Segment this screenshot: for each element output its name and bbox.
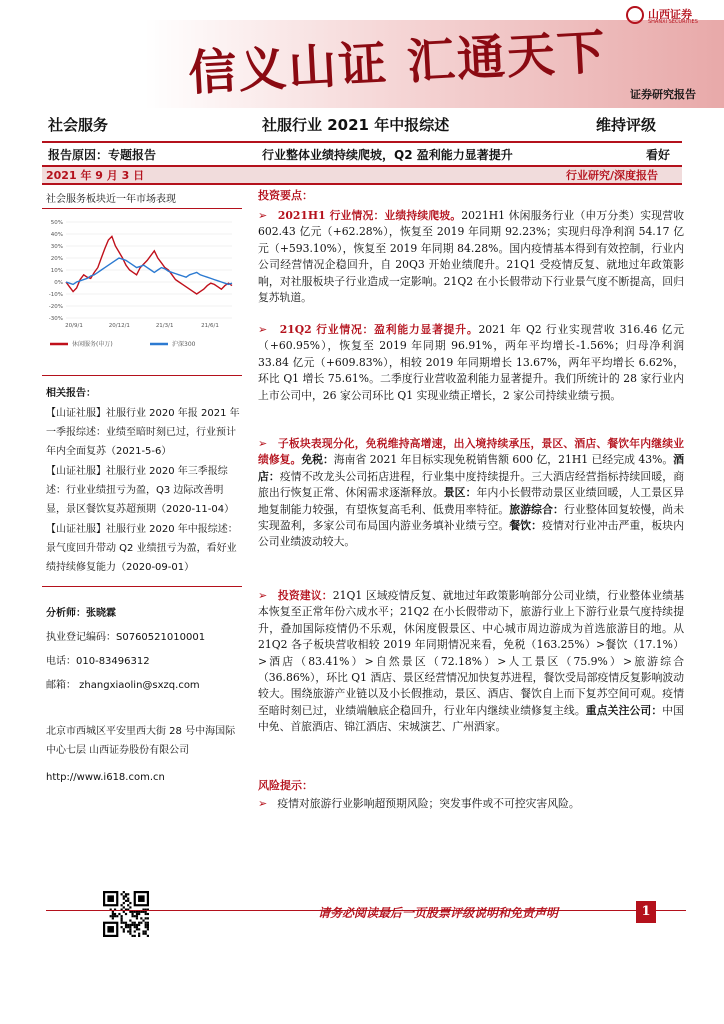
x-tick-label: 20/9/1 [65,323,83,329]
y-tick-label: 20% [50,256,63,262]
y-tick-label: 50% [50,220,63,226]
disclaimer-note: 请务必阅读最后一页股票评级说明和免责声明 [318,906,559,920]
x-tick-label: 20/12/1 [108,323,130,329]
related-report-item[interactable]: 【山证社服】社服行业 2020 年报 2021 年一季报综述：业绩至暗时刻已过，行业预计年内全面复苏（2021-5-6） [46,408,240,457]
y-tick-label: -20% [48,304,63,310]
logo-icon [626,6,644,24]
x-tick-label: 21/6/1 [201,323,219,329]
rating-label: 维持评级 [596,116,657,134]
report-subtitle: 行业整体业绩持续爬坡，Q2 盈利能力显著提升 [262,148,513,162]
certificate-number: 执业登记编码：S0760521010001 [46,632,206,643]
industry-name: 社会服务 [48,116,109,134]
paragraph-q2: ➢ 21Q2 行业情况：盈利能力显著提升。2021 年 Q2 行业实现营收 316.46 亿元（+60.95%），恢复至 2019 年同期 96.91%，两年平均增长-1.56%；归母净利润 33.84 亿元（+609.83%），相较 2019 年同期增长 13.67%，两年平均增长 6.62%，环比 Q1 增长 75.61%。二季度行业营收盈利能力显著提升。我们所统计的 28 家行业内上市公司中，26 家公司环比 Q1 实现业绩正增长，2 家公司持续业绩亏损。 [258,323,685,402]
risk-heading: 风险提示： [258,779,313,792]
legend-label: 休闲服务(申万) [72,341,113,348]
chart-bottom-rule [42,375,242,376]
analyst-rule [42,586,242,587]
paragraph-investment: ➢ 投资建议：21Q1 区域疫情反复、就地过年政策影响部分公司业绩，行业整体业绩基本恢复至正常年份六成水平；21Q2 在小长假带动下，旅游行业上下游行业景气度持续提升，叠加国际疫情仍不乐观，休闲度假景区、中心城市周边游成为首选旅游目的地。从 21Q2 各子板块营收相较 2019 年同期情况来看，免税（163.25%）>餐饮（17.1%）>酒店（83.41%）>自然景区（72.18%）>人工景区（75.9%）>旅游综合（36.86%），环比 Q1 酒店、景区经营情况加快复苏进程，餐饮受局部疫情反复影响波动较大。围绕旅游产业链以及小长假推动，景区、酒店、餐饮自上而下复苏空间可观。疫情至暗时刻已过，业绩端触底企稳回升，行业年内继续业绩修复主线。重点关注公司：中国中免、首旅酒店、锦江酒店、宋城演艺、广州酒家。 [258,589,685,734]
key-points-heading: 投资要点： [258,189,313,202]
logo-name: 山西证券 [648,8,692,21]
date-bar [42,165,682,185]
logo-english: SHANXI SECURITIES [648,19,698,25]
report-reason: 报告原因：专题报告 [48,148,157,162]
y-tick-label: -30% [48,316,63,322]
y-tick-label: 40% [50,232,63,238]
market-chart [42,214,242,354]
y-tick-label: 0% [54,280,63,286]
telephone: 电话：010-83496312 [46,656,150,667]
company-address: 北京市西城区平安里西大街 28 号中海国际中心七层 山西证券股份有限公司 [46,726,236,756]
paragraph-subsectors: ➢ 子板块表现分化，免税维持高增速，出入境持续承压，景区、酒店、餐饮年内继续业绩修复。免税：海南省 2021 年目标实现免税销售额 600 亿，21H1 已经完成 43%。酒店：疫情不改龙头公司拓店进程，行业集中度持续提升。三大酒店经营指标持续回暖，商旅出行恢复正常、休闲需求逐渐释放。景区：年内小长假带动景区业绩回暖，人工景区异地复制能力较强，有望恢复高毛利、低费用率特征。旅游综合：行业整体回复较慢，尚未实现盈利，多家公司布局国内游业务填补业绩亏空。餐饮：疫情对行业冲击严重，板块内公司业绩波动较大。 [258,437,685,549]
related-report-item[interactable]: 【山证社服】社服行业 2020 年三季报综述：行业业绩扭亏为盈，Q3 边际改善明显，景区餐饮复苏超预期（2020-11-04） [46,466,235,515]
related-report-item[interactable]: 【山证社服】社服行业 2020 年中报综述：景气度回升带动 Q2 业绩扭亏为盈，看好业绩持续修复能力（2020-09-01） [46,524,238,573]
risk-paragraph: ➢ 疫情对旅游行业影响超预期风险；突发事件或不可控灾害风险。 [258,797,580,810]
report-title: 社服行业 2021 年中报综述 [262,116,450,134]
legend-label: 沪深300 [172,341,196,348]
outlook-label: 看好 [646,148,671,162]
slogan: 信义山证 汇通天下 [187,24,609,102]
title-divider [42,141,682,143]
y-tick-label: -10% [48,292,63,298]
series-line [66,236,232,294]
email[interactable]: 邮箱： zhangxiaolin@sxzq.com [46,680,200,691]
page-number: 1 [636,901,656,923]
company-website[interactable]: http://www.i618.com.cn [46,772,165,783]
report-type: 证券研究报告 [630,88,696,101]
title-row [0,110,724,138]
report-category: 行业研究/深度报告 [566,169,659,182]
chart-top-rule [42,208,242,209]
qr-code-icon [103,891,149,937]
analyst-name: 分析师：张晓霖 [46,608,116,619]
report-date: 2021 年 9 月 3 日 [46,169,145,182]
paragraph-h1: ➢ 2021H1 行业情况：业绩持续爬坡。2021H1 休闲服务行业（申万分类）实现营收 602.43 亿元（+62.28%），恢复至 2019 年同期 92.23%；实现归母净利润 54.17 亿元（+593.10%），恢复至 2019 年同期 84.28%。国内疫情基本得到有效控制，行业内公司经营情况企稳回升，自 20Q3 开始业绩爬升。21Q1 受疫情反复、就地过年政策影响，对社服板块子行业造成一定影响。21Q2 在小长假带动下行业景气度不断提高，回归复苏轨道。 [258,209,684,305]
related-reports-title: 相关报告： [46,388,96,399]
series-line [66,258,232,284]
y-tick-label: 10% [50,268,63,274]
y-tick-label: 30% [50,244,63,250]
chart-title: 社会服务板块近一年市场表现 [46,194,176,205]
x-tick-label: 21/3/1 [155,323,174,329]
